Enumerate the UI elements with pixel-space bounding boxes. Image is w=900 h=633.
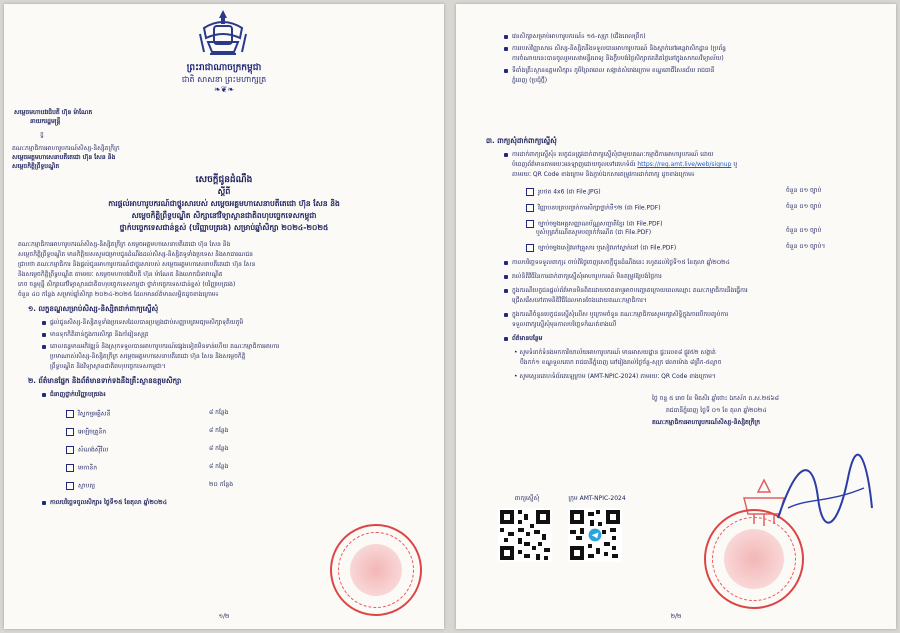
contact-line-2: បឹងកក់១ ខណ្ឌទួលគោក រាជធានីភ្នំពេញ នៅរៀងរាល់ថ្ងៃច័ន្ទ-សុក្រ វេលាម៉ោង ៨ព្រឹក-៥ល្ងាច	[520, 359, 722, 366]
section-1-title: ១. លក្ខខណ្ឌសម្រាប់សិស្ស-និស្សិតដាក់ពាក្យស្នើសុំ	[28, 305, 159, 313]
major-count: ៨ កន្លែង	[209, 409, 229, 416]
doc-item: វិញ្ញាបនបត្របញ្ជាក់ការសិក្សាថ្នាក់ទី១២ (ជា File.PDF)	[526, 204, 661, 212]
notice-heading-1: ការផ្តល់អាហារូបករណ៍ជាថ្នូរសារបស់ សម្ដេចអគ្គមហាសេនាបតីតេជោ ហ៊ុន សែន និង	[108, 199, 340, 208]
major-count: ២០ កន្លែង	[209, 481, 234, 488]
apply-line-3: តាមរយៈ QR Code ខាងក្រោម និងភ្ជាប់ឯកសារតម្រូវការដាក់ពាក្យ ដូចខាងក្រោម៖	[512, 171, 695, 178]
qr-label-apply: ពាក្យស្នើសុំ	[514, 495, 540, 502]
study-shift: វេនសិក្សាសម្រាប់អាហារូបករណ៍៖ ១៥-សុក្រ (ជើងពេលព្រឹក)	[504, 34, 646, 41]
body-line-6: ចំនួន ៤០ កន្លែង សម្រាប់ឆ្នាំសិក្សា ២០២៤-២០២៥ ដែលមានព័ត៌មានលម្អិតដូចខាងក្រោម៖	[18, 291, 219, 298]
benefit-line-1: ការរបស់វិញ្ញាសារ៖ សិស្ស-និស្សិតនឹងទទួលបានអាហារូបករណ៍ និងស្នាក់នៅអន្តេវាសិកដ្ឋាន (ប្រព័ន្ធ	[504, 46, 726, 53]
quota-note-2: ទទួលពាក្យស្នើសុំមុនកាលបរិច្ឆេទកំណត់ខាងលើ	[512, 321, 617, 328]
body-line-2: សម្ដេចកិត្តិព្រឹទ្ធបណ្ឌិត មានកិត្តិយសសូមជម្រាបជូនដំណឹងដល់សិស្ស-និស្សិតទូទាំងប្រទេស និងសាធារណជន	[18, 251, 253, 258]
signature-icon	[768, 448, 878, 538]
start-date: កាលបរិច្ឆេទចូលសិក្សា៖ ថ្ងៃទី១៥ ខែតុលា ឆ្នាំ២០២៤	[42, 500, 167, 507]
false-info-note-1: ក្នុងករណីបេក្ខជនផ្ដល់ព័ត៌មានមិនពិតដោយចេតនាឬអាចបញ្ឆោតក្រោយពេលឈ្មោះ គណៈកម្មាធិការនឹងធ្វើការ	[504, 288, 748, 295]
committee-line-3: សម្ដេចកិត្តិព្រឹទ្ធបណ្ឌិត	[12, 163, 60, 170]
apply-qr-code-icon[interactable]	[498, 508, 552, 562]
major-row: វិស្វកម្មអគ្គិសនី	[66, 410, 110, 418]
info-title: ព័ត៌មានបន្ថែម	[504, 336, 542, 343]
doc-item: ច្បាប់ចម្លងសៀវភៅគ្រួសារ ឬសៀវភៅស្នាក់នៅ (ជា File.PDF)	[526, 244, 676, 252]
signup-link[interactable]: https://reg.amt.live/web/signup	[637, 161, 732, 168]
body-line-3: ជ្រាបថា គណៈកម្មាធិការ និងផ្ដល់ជូនអាហារូបករណ៍ជាថ្នូរសារបស់ សម្ដេចអគ្គមហាសេនាបតីតេជោ ហ៊ុន សែន	[18, 261, 256, 268]
document-page-2	[456, 4, 896, 629]
motto: ជាតិ សាសនា ព្រះមហាក្សត្រ	[181, 75, 267, 84]
kingdom-heading: ព្រះរាជាណាចក្រកម្ពុជា	[186, 63, 262, 73]
signatory-title: គណៈកម្មាធិការអាហារូបករណ៍សិស្ស-និស្សិតក្រីក្រ	[652, 419, 761, 426]
doc-count: ចំនួន ០១ ច្បាប់។	[786, 243, 826, 250]
apply-line-1: ការដាក់ពាក្យស្នើសុំ៖ បេក្ខជនត្រូវដាក់ពាក្យស្នើសុំជាមួយគណៈកម្មាធិការអាហារូបករណ៍ ដោយ	[504, 152, 714, 159]
issue-date: រាជធានីភ្នំពេញ ថ្ងៃទី ០១ ខែ តុលា ឆ្នាំ២០២៤	[666, 407, 767, 414]
telegram-qr-code-icon[interactable]	[568, 508, 622, 562]
benefit-line-2: ការចំណាយនេះបានចូលរួមសេវាមន្ទីរពេទ្យ និងក្លឹបបង់ថ្លៃសិក្សាឥតគិតថ្លៃនៅក្នុងសាកលវិទ្យាល័យ)	[512, 55, 724, 62]
location-line-2: ភ្នំពេញ (ប្រជុំថ្មី)	[512, 77, 548, 84]
section-1-item-2: មានទុកកិតិពាន់ក្នុងការសិក្សា និងកាំរៀនសូត្រ	[42, 332, 149, 339]
body-line-1: គណៈកម្មាធិការអាហារូបករណ៍សិស្ស-និស្សិតក្រីក្រ សម្ដេចអគ្គមហាសេនាបតីតេជោ ហ៊ុន សែន និង	[18, 241, 231, 248]
section-2-title: ២. ព័ត៌មានផ្នែក និងព័ត៌មានទាក់ទងនឹងគ្រឹះស្ថានឧត្តមសិក្សា	[28, 377, 182, 385]
royal-emblem-icon	[194, 8, 252, 60]
doc-item: រូបថត 4x6 (ជា File.JPG)	[526, 188, 601, 196]
notice-title: សេចក្ដីជូនដំណឹង	[195, 175, 253, 185]
doc-count: ចំនួន ០១ ច្បាប់	[786, 187, 822, 194]
qr-label-telegram: ក្រុម AMT-NPIC-2024	[568, 495, 626, 502]
major-row: សំណង់ស៊ីវិល	[66, 446, 108, 454]
major-row: អេឡិចត្រូនិក	[66, 428, 106, 436]
notice-heading-3: ថ្នាក់បច្ចេកទេសជាន់ខ្ពស់ (បរិញ្ញាបត្ររង) សម្រាប់ឆ្នាំសិក្សា ២០២៤-២០២៥	[119, 223, 329, 232]
major-row: ស្ថាបត្យ	[66, 482, 95, 490]
section-1-cont-2: ព្រឹទ្ធបណ្ឌិត និងវិទ្យាស្ថានជាតិពហុបច្ចេកទេសកម្ពុជា។	[50, 363, 166, 370]
doc-count: ចំនួន ០១ ច្បាប់	[786, 227, 822, 234]
document-page-1	[4, 4, 444, 629]
contact-line-1: • សូមទំនាក់ទំនងមកការិយាល័យអាហារូបករណ៍ មានអាសយដ្ឋាន ផ្ទះលេខ៨ ផ្លូវ៥២ សង្កាត់	[514, 349, 716, 356]
deadline: កាលបរិច្ឆេទទទួលពាក្យ៖ ចាប់ពីថ្ងៃចេញសេចក្ដីជូនដំណឹងនេះ រហូតដល់ថ្ងៃទី១៥ ខែតុលា ឆ្នាំ២០២៤	[504, 260, 730, 267]
major-row: មេកានិក	[66, 464, 97, 472]
body-line-4: និងសម្ដេចកិត្តិព្រឹទ្ធបណ្ឌិត តាមរយៈ សម្ដេចមហាបវរធិបតី ហ៊ុន ម៉ាណែត និងលោកជំទាវបណ្ឌិត	[18, 271, 223, 278]
section-1-cont-1: ប្រមាណាស់សិស្ស-និស្សិតក្រីក្រ សម្ដេចអគ្គមហាសេនាបតីតេជោ ហ៊ុន សែន និងសម្ដេចកិត្តិ	[50, 353, 246, 360]
doc-item-alt: ឬសំបុត្រកំណើតសូមបញ្ជាក់កំណើត (ជា File.PDF)	[536, 229, 652, 236]
page-number: ១/២	[218, 613, 230, 620]
committee-line-2: សម្ដេចអគ្គមហាសេនាបតីតេជោ ហ៊ុន សែន និង	[12, 154, 116, 161]
quota-note-1: ក្នុងករណីចំនួនបេក្ខជនស្នើសុំលើស ឬក្រោមចំនួន គណៈកម្មាធិការសូមរក្សាសិទ្ធិក្នុងការបើកបញ្ចប់ការ	[504, 312, 728, 319]
doc-count: ចំនួន ០១ ច្បាប់	[786, 203, 822, 210]
major-count: ៨ កន្លែង	[209, 445, 229, 452]
motto-ornament: ❧❦❧	[213, 85, 235, 94]
section-1-item-1: ផ្ដល់ជូនសិស្ស-និស្សិតទូទាំងប្រទេសដែលបានប្រឡងជាប់សញ្ញាបត្រមធ្យមសិក្សាទុតិយភូមិ	[42, 320, 243, 327]
free-application-note: រាល់និតិវិធីនៃការដាក់ពាក្យស្នើសុំអាហារូបករណ៍ មិនតម្រូវឱ្យបង់ថ្លៃការ	[504, 274, 662, 281]
apply-line-2: បំពេញព័ត៌មានតាមរយៈអនឡាញដោយចូលទៅគេហទំព័រ https://reg.amt.live/web/signup ឬ	[512, 161, 738, 168]
lunar-date: ថ្ងៃ ចន្ទ ៥ រោច ខែ មិគសិរ ឆ្នាំថោះ ឯកស័ក ព.ស.២៥៦៨	[652, 395, 780, 402]
false-info-note-2: ជ្រើសរើសទៅតាមនិតិវិធីដែលមានចែងដោយគណៈកម្មាធិការ។	[512, 297, 647, 304]
section-2-subtitle: ជំនាញថ្នាក់បរិញ្ញាបត្ររង៖	[42, 392, 106, 399]
section-3-title: ៣. ពាក្យសុំដាក់ពាក្យស្នើសុំ	[486, 137, 557, 145]
page-number: ២/២	[670, 613, 682, 620]
telegram-line: • សូមស្កេនគេហទំព័រតេឡេក្រាម (AMT-NPIC-2024) តាមរយៈ QR Code ខាងក្រោម។	[514, 373, 716, 380]
official-seal-icon	[330, 524, 422, 616]
notice-heading-2: សម្ដេចកិត្តិព្រឹទ្ធបណ្ឌិត សិក្សានៅវិទ្យាស្ថានជាតិពហុបច្ចេកទេសកម្ពុជា	[131, 211, 317, 220]
issuer-title: នាយករដ្ឋមន្ត្រី	[30, 118, 61, 125]
location-line-1: ទីតាំងគ្រឹះស្ថានឧត្តមសិក្សា៖ ភូមិព្រៃពពេល សង្កាត់សំរោងក្រោម ខណ្ឌពោធិ៍សែនជ័យ រាជធានី	[504, 68, 714, 75]
major-count: ៨ កន្លែង	[209, 427, 229, 434]
doc-item: ច្បាប់ចម្លងអត្តសញ្ញាណប័ណ្ណសញ្ជាតិខ្មែរ (ជា File.PDF)	[526, 220, 662, 228]
issuer-ref: ទី	[40, 133, 44, 140]
major-count: ៨ កន្លែង	[209, 463, 229, 470]
body-line-5: កេច ចន្ទមុន្នី សិក្សានៅវិទ្យាស្ថានជាតិពហុបច្ចេកទេសកម្ពុជា ថ្នាក់បច្ចេកទេសជាន់ខ្ពស់ (បរិញ្ញាបត្ររង)	[18, 281, 236, 288]
issuer-name: សម្ដេចមហាបវរធិបតី ហ៊ុន ម៉ាណែត	[14, 109, 93, 116]
section-1-item-3: គោលគន្ធមានអភិវឌ្ឍន៍ និងស្រុកទទួលបានអាហារូបករណ៍ផ្សេងទៀតមិនទាន់ហើយ គណៈកម្មាធិការអាហារ	[42, 344, 279, 351]
committee-line-1: គណៈកម្មាធិការអាហារូបករណ៍សិស្ស-និស្សិតក្រីក្រ	[12, 145, 120, 152]
notice-subtitle: ស្តីពី	[217, 187, 231, 196]
